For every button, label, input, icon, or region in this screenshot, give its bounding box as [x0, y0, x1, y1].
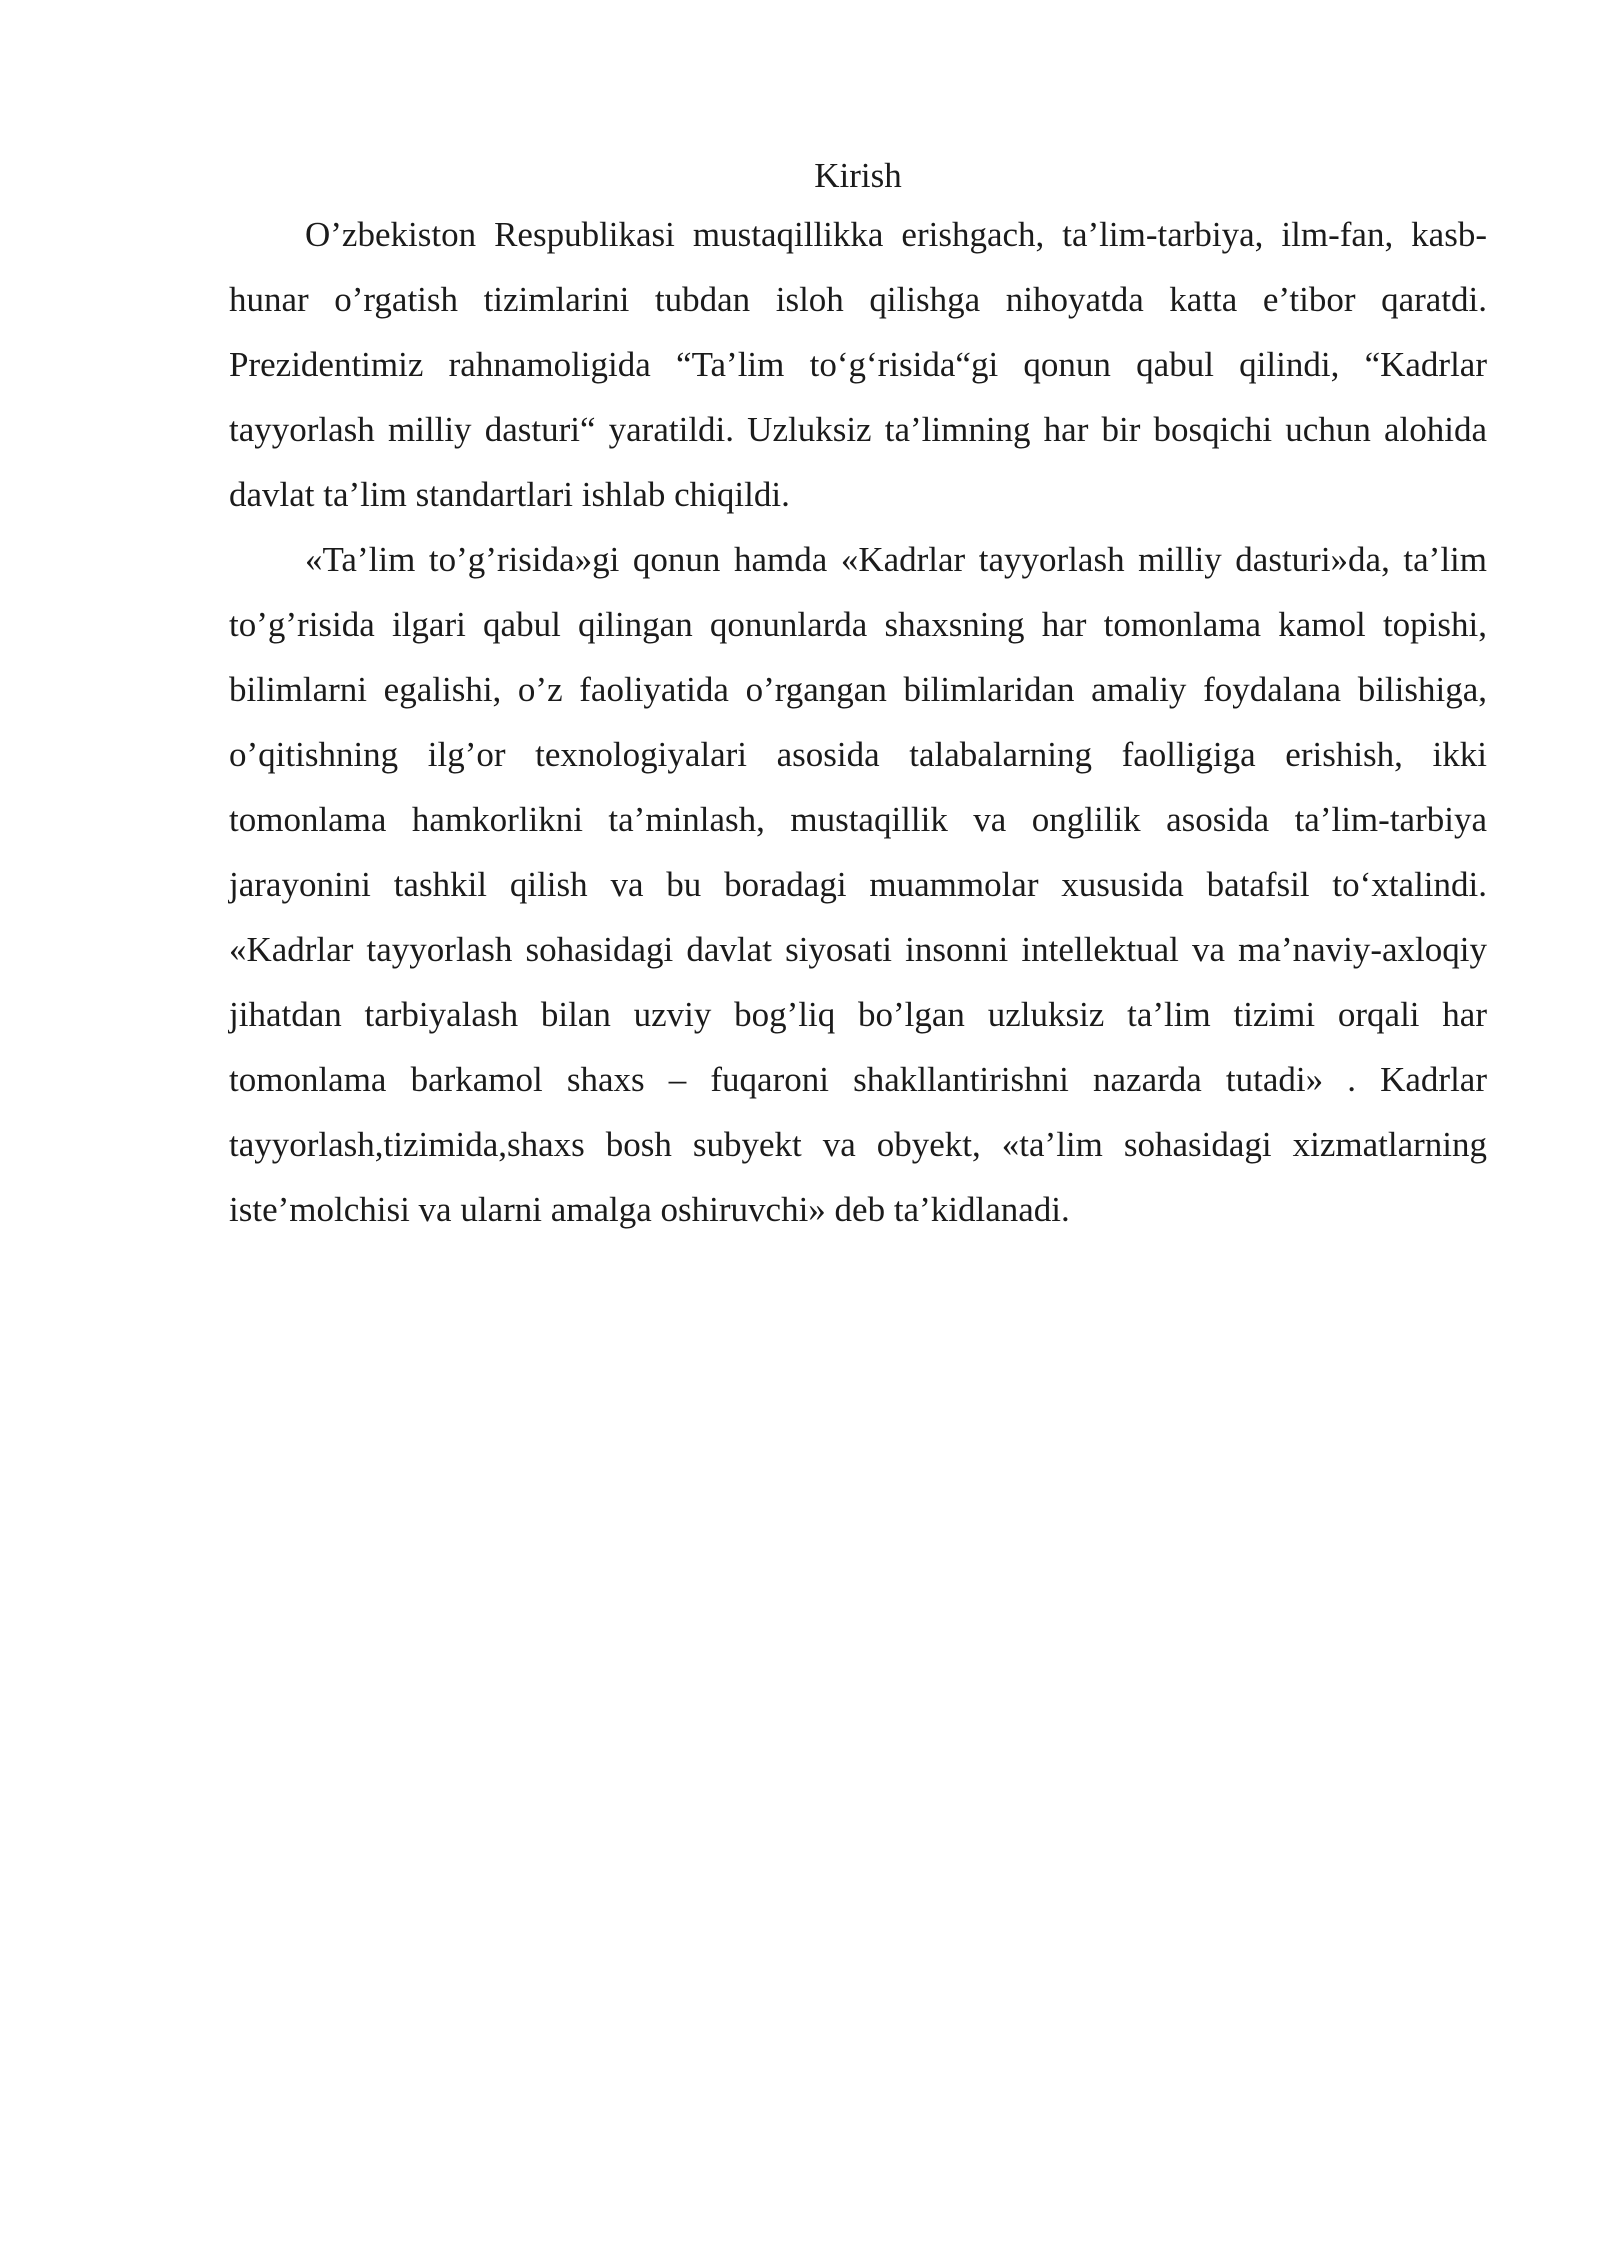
paragraph-1: O’zbekiston Respublikasi mustaqillikka erishgach, ta’lim-tarbiya, ilm-fan, kasb-hunar o’rgatish tizimlarini tubdan isloh qilishga nihoyatda katta e’tibor qaratdi. Prezidentimiz rahnamoligida “Ta’lim to‘g‘risida“gi qonun qabul qilindi, “Kadrlar tayyorlash milliy dasturi“ yaratildi. Uzluksiz ta’limning har bir bosqichi uchun alohida davlat ta’lim standartlari ishlab chiqildi.	[229, 215, 1487, 514]
document-title: Kirish	[814, 156, 902, 195]
document-body	[229, 150, 1487, 1242]
paragraph-2: «Ta’lim to’g’risida»gi qonun hamda «Kadrlar tayyorlash milliy dasturi»da, ta’lim to’g’risida ilgari qabul qilingan qonunlarda shaxsning har tomonlama kamol topishi, bilimlarni egalishi, o’z faoliyatida o’rgangan bilimlaridan amaliy foydalana bilishiga, o’qitishning ilg’or texnologiyalari asosida talabalarning faolligiga erishish, ikki tomonlama hamkorlikni ta’minlash, mustaqillik va onglilik asosida ta’lim-tarbiya jarayonini tashkil qilish va bu boradagi muammolar xususida batafsil to‘xtalindi. «Kadrlar tayyorlash sohasidagi davlat siyosati insonni intellektual va ma’naviy-axloqiy jihatdan tarbiyalash bilan uzviy bog’liq bo’lgan uzluksiz ta’lim tizimi orqali har tomonlama barkamol shaxs – fuqaroni shakllantirishni nazarda tutadi» . Kadrlar tayyorlash,tizimida,shaxs bosh subyekt va obyekt, «ta’lim sohasidagi xizmatlarning iste’molchisi va ularni amalga oshiruvchi» deb ta’kidlanadi.	[229, 540, 1487, 1229]
